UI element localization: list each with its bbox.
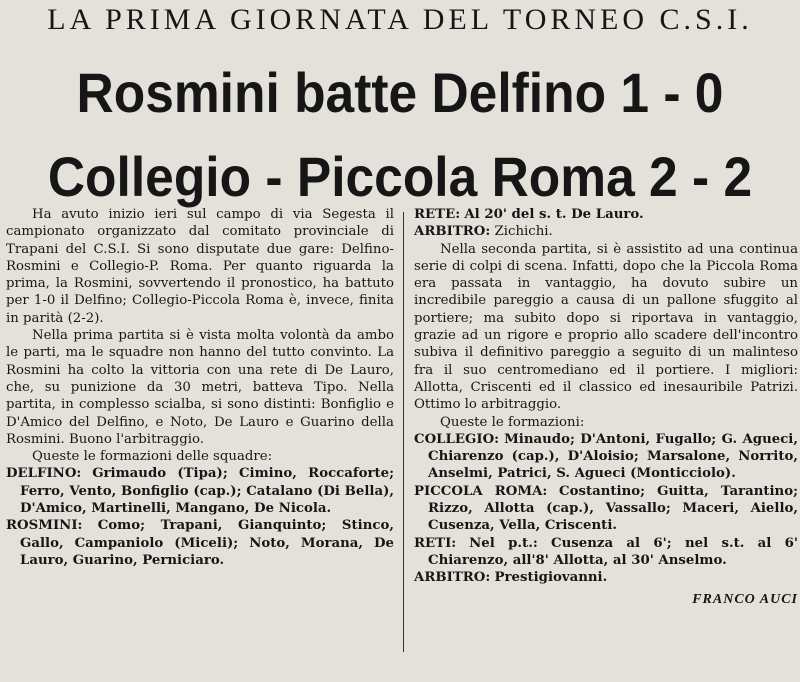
team-name: ROSMINI: <box>6 518 83 534</box>
article-paragraph: Nella seconda partita, si è assistito ad una continua serie di colpi di scena. Infatti, dopo che la Piccola Roma era passata in vantaggio, ha dovuto subire un incredibile pareggio a causa di un pallone sfuggito al portiere; ma subito dopo si riportava in vantaggio, grazie ad un rigore e proprio allo scadere dell'incontro subiva il definitivo pareggio a seguito di un malinteso fra il suo centromediano ed il portiere. I migliori: Allotta, Criscenti ed il classico ed inesauribile Patrizi. Ottimo lo arbitraggio. <box>414 241 798 413</box>
referee-info <box>414 569 798 586</box>
lineup-rosmini <box>6 517 394 569</box>
column-divider <box>403 212 404 652</box>
article-column-left <box>6 206 394 569</box>
team-name: COLLEGIO: <box>414 431 500 447</box>
lineup-piccola-roma <box>414 483 798 535</box>
lineups-intro: Queste le formazioni: <box>440 414 585 430</box>
goal-text: Al 20' del s. t. De Lauro. <box>464 207 644 222</box>
team-players: Grimaudo (Tipa); Cimino, Roccaforte; Ferro, Vento, Bonfiglio (cap.); Catalano (Di Bella), D'Amico, Martinelli, Mangano, De Nicola. <box>20 466 394 517</box>
team-name: DELFINO: <box>6 466 82 482</box>
headline-rosmini-delfino: Rosmini batte Delfino 1 - 0 <box>76 61 724 124</box>
article-paragraph: Nella prima partita si è vista molta volontà da ambo le parti, ma le squadre non hanno del tutto convinto. La Rosmini ha colto la vittoria con una rete di De Lauro, che, su punizione da 30 metri, batteva Tipo. Nella partita, in complesso scialba, si sono distinti: Bonfiglio e D'Amico del Delfino, e Noto, De Lauro e Guarino della Rosmini. Buono l'arbitraggio. <box>6 328 394 447</box>
lineup-collegio <box>414 431 798 483</box>
lineup-delfino <box>6 465 394 517</box>
headline-collegio-piccola-roma: Collegio - Piccola Roma 2 - 2 <box>47 145 753 208</box>
team-players: Minaudo; D'Antoni, Fugallo; G. Agueci, Chiarenzo (cap.), D'Aloisio; Marsalone, Norrito, Anselmi, Patrici, S. Agueci (Monticciolo). <box>428 431 798 482</box>
goal-label: RETE: <box>414 207 461 222</box>
referee-label: ARBITRO: <box>414 224 491 240</box>
referee-name: Prestigiovanni. <box>494 570 608 586</box>
goal-info <box>414 206 798 223</box>
team-name: PICCOLA ROMA: <box>414 483 548 499</box>
lineups-intro: Queste le formazioni delle squadre: <box>32 449 273 465</box>
goals-label: RETI: <box>414 535 457 551</box>
article-column-right <box>414 206 798 608</box>
goals-text: Nel p.t.: Cusenza al 6'; nel s.t. al 6' Chiarenzo, all'8' Allotta, al 30' Anselmo. <box>428 535 798 568</box>
referee-name: Zichichi. <box>494 224 553 240</box>
article-paragraph: Ha avuto inizio ieri sul campo di via Segesta il campionato organizzato dal comitato provinciale di Trapani del C.S.I. Si sono disputate due gare: Delfino-Rosmini e Collegio-P. Roma. Per quanto riguarda la prima, la Rosmini, sovvertendo il pronostico, ha battuto per 1-0 il Delfino; Collegio-Piccola Roma è, invece, finita in parità (2-2). <box>6 207 394 326</box>
team-players: Costantino; Guitta, Tarantino; Rizzo, Allotta (cap.), Vassallo; Maceri, Aiello, Cusenza, Vella, Criscenti. <box>428 483 799 534</box>
kicker-heading: LA PRIMA GIORNATA DEL TORNEO C.S.I. <box>47 3 753 36</box>
referee-label: ARBITRO: <box>414 570 491 586</box>
author-signature: FRANCO AUCI <box>692 591 798 607</box>
team-players: Como; Trapani, Gianquinto; Stinco, Gallo, Campaniolo (Miceli); Noto, Morana, De Lauro, Guarino, Perniciaro. <box>20 518 394 568</box>
referee-info <box>414 223 798 240</box>
goals-info <box>414 535 798 570</box>
